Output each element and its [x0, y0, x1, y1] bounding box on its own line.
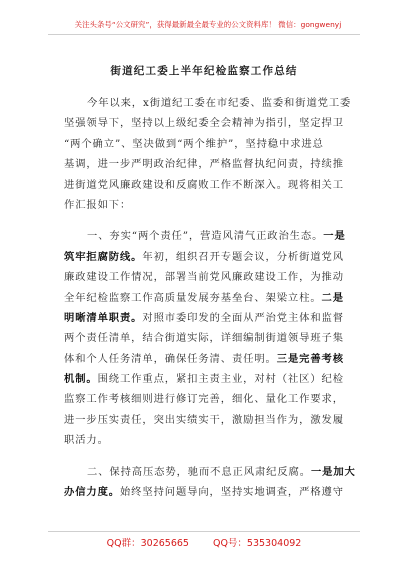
body-line — [64, 226, 346, 246]
body-line — [64, 195, 346, 215]
body-line — [64, 482, 346, 502]
emphasis-text: 明晰清单职责。 — [64, 311, 143, 324]
body-line — [64, 247, 346, 267]
document-title: 街道纪工委上半年纪检监察工作总结 — [110, 65, 298, 77]
body-line — [64, 328, 346, 348]
paragraph-text: 对照市委印发的全面从严治党主体和监督 — [142, 311, 344, 324]
paragraph-text: 坚强领导下，坚持以上级纪委全会精神为指引，坚定捍卫 — [64, 117, 344, 130]
body-line — [64, 93, 352, 113]
emphasis-text: 二是 — [321, 291, 344, 304]
body-line — [64, 308, 346, 328]
paragraph-text: 进街道党风廉政建设和反腐败工作不断深入。现将相关工 — [64, 178, 344, 191]
body-line — [64, 369, 346, 389]
body-line — [64, 175, 346, 195]
paragraph-text: 作汇报如下： — [64, 198, 132, 211]
emphasis-text: 一是 — [323, 230, 346, 243]
contact-footer — [0, 535, 408, 549]
body-line — [64, 349, 346, 369]
paragraph-text: 二、保持高压态势，驰而不息正风肃纪反腐。 — [87, 465, 311, 478]
paragraph-text: 全年纪检监察工作高质量发展夯基垒台、架梁立柱。 — [64, 291, 322, 304]
paragraph-text: 一、夯实“两个责任”，营造风清气正政治生态。 — [87, 230, 324, 243]
emphasis-text: 一是加大 — [310, 465, 356, 478]
body-line — [64, 288, 346, 308]
body-line — [64, 267, 346, 287]
emphasis-text: 筑牢拒腐防线。 — [64, 250, 143, 263]
body-line — [64, 389, 346, 409]
body-line — [64, 462, 356, 482]
emphasis-text: 三是完善考核 — [276, 352, 344, 365]
body-line — [64, 113, 346, 133]
paragraph-text: 基调，进一步严明政治纪律，严格监督执纪问责，持续推 — [64, 158, 344, 171]
body-line — [64, 410, 346, 430]
promo-banner: 关注头条号“公文研究”，获得最新最全最专业的公文资料库！ 微信：gongwenyj — [74, 20, 342, 29]
body-line — [64, 134, 346, 154]
document-body — [64, 93, 356, 502]
header-divider — [48, 34, 360, 35]
paragraph-text: 职活力。 — [64, 434, 109, 447]
body-line — [64, 154, 346, 174]
emphasis-text: 办信力度。 — [64, 486, 120, 499]
body-line — [64, 430, 346, 450]
paragraph-text: 今年以来，x街道纪工委在市纪委、监委和街道党工委 — [87, 97, 352, 109]
paragraph-text: 两个责任清单，结合街道实际，详细编制街道领导班子集 — [64, 332, 344, 345]
paragraph-text: 围绕工作重点，紧扣主责主业，对村（社区）纪检 — [97, 373, 344, 386]
emphasis-text: 机制。 — [64, 373, 98, 386]
footer-divider — [48, 531, 360, 532]
paragraph-text: 年初，组织召开专题会议，分析街道党风 — [142, 250, 344, 263]
paragraph-text: 廉政建设工作情况，部署当前党风廉政建设工作，为推动 — [64, 271, 344, 284]
qq-group-number: QQ群：30265665 — [106, 538, 189, 549]
paragraph-text: 体和个人任务清单，确保任务清、责任明。 — [64, 352, 277, 365]
qq-account-number: QQ号：535304092 — [212, 538, 302, 549]
paragraph-text: 始终坚持问题导向，坚持实地调查，严格遵守 — [119, 486, 344, 499]
paragraph-text: 进一步压实责任，突出实绩实干，激励担当作为，激发履 — [64, 413, 344, 426]
paragraph-text: 监察工作考核细则进行修订完善，细化、量化工作要求， — [64, 393, 344, 406]
paragraph-text: “两个确立”、坚决做到“两个维护”，坚持稳中求进总 — [64, 137, 324, 150]
